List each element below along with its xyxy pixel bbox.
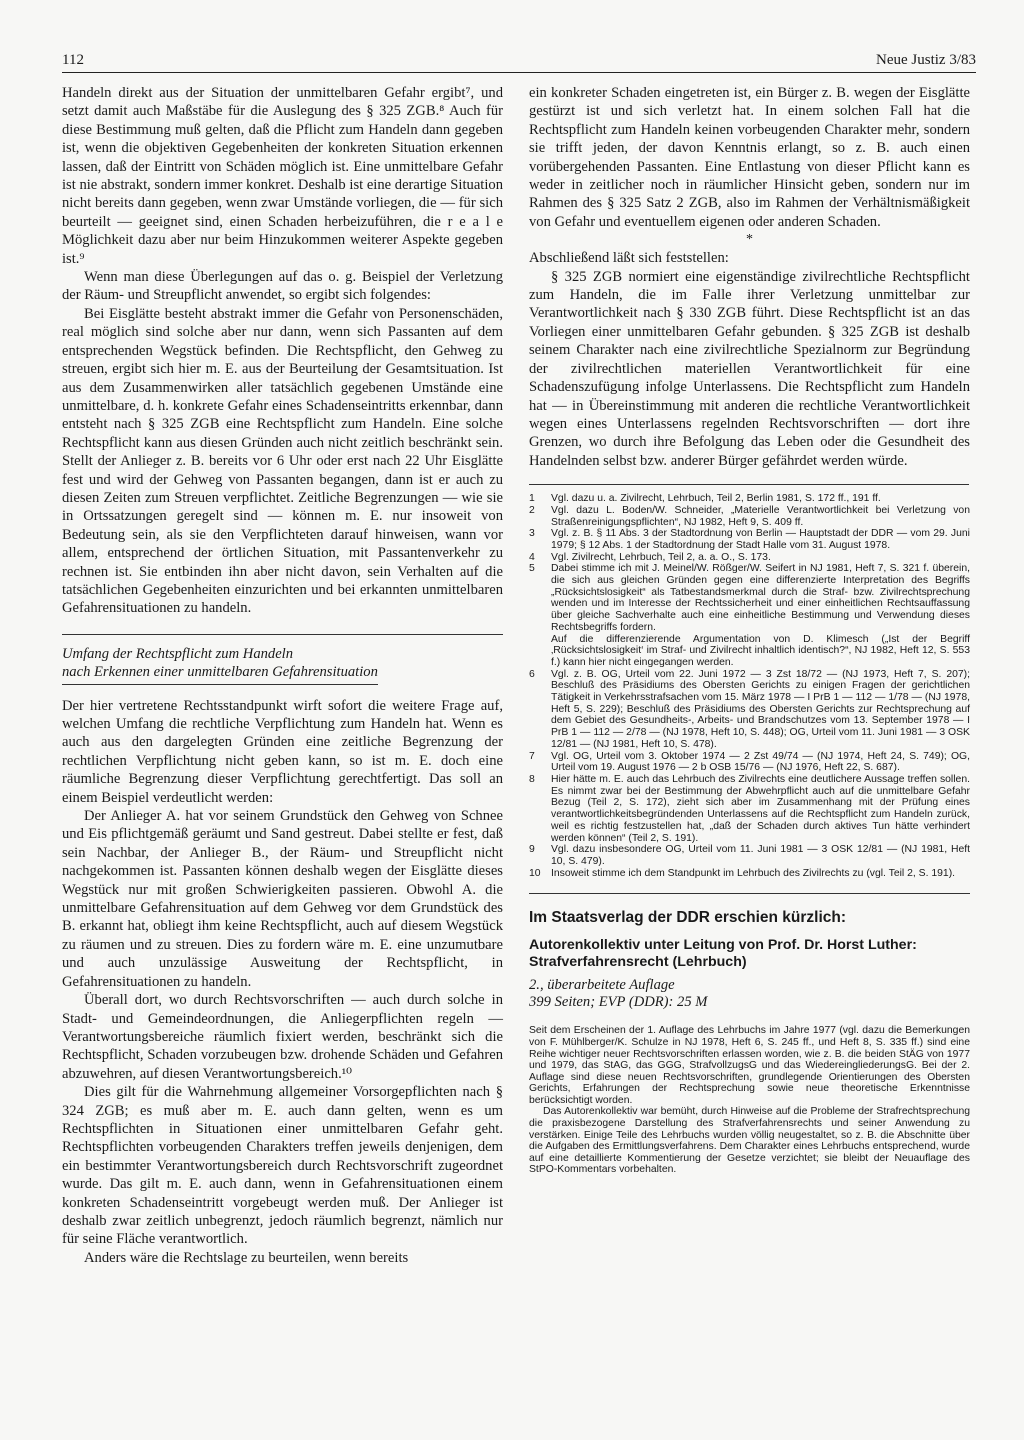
paragraph: Wenn man diese Überlegungen auf das o. g. Beispiel der Verletzung der Räum- und Streupflicht anwendet, so ergibt sich folgendes:: [62, 269, 503, 304]
footnote-number: 5: [529, 563, 535, 575]
paragraph: Anders wäre die Rechtslage zu beurteilen, wenn bereits: [84, 1249, 409, 1266]
page-number: 112: [62, 52, 84, 68]
paragraph: Überall dort, wo durch Rechtsvorschriften — auch durch solche in Stadt- und Gemeindeordnungen, die Anliegerpflichten regeln — Verantwortungsbereiche räumlich fixiert werden, beschränkt sich die Rechtspflicht, Schaden vorzubeugen bzw. drohende Schäden und Gefahren abzuwehren, auf diesen Verantwortungsbereich.¹⁰: [62, 992, 503, 1082]
footnote-text: Insoweit stimme ich dem Standpunkt im Lehrbuch des Zivilrechts zu (vgl. Teil 2, S. 191).: [551, 867, 956, 879]
footnote-number: 2: [529, 504, 535, 516]
paragraph: Der hier vertretene Rechtsstandpunkt wirft sofort die weitere Frage auf, welchen Umfang die rechtliche Verpflichtung zum Handeln hat. Wenn es auch aus den dargelegten Gründen eine zeitliche Begrenzung der rechtlichen Verpflichtung nicht geben kann, so ist m. E. doch eine räumliche Begrenzung dieser Verpflichtung gerechtfertigt. Das soll an einem Beispiel verdeutlicht werden:: [62, 697, 503, 806]
footnote: [529, 844, 970, 867]
footnote-text: Vgl. OG, Urteil vom 3. Oktober 1974 — 2 Zst 49/74 — (NJ 1974, Heft 24, S. 749); OG, Urteil vom 19. August 1976 — 2 b OSB 15/76 — (NJ 1976, Heft 22, S. 687).: [551, 750, 970, 774]
footnote: [529, 563, 970, 633]
footnote-text: Vgl. Zivilrecht, Lehrbuch, Teil 2, a. a. O., S. 173.: [551, 551, 771, 563]
footnote: [529, 868, 970, 880]
paragraph: Bei Eisglätte besteht abstrakt immer die Gefahr von Personenschäden, real möglich sind solche aber nur dann, wenn sich Passanten auf dem entsprechenden Wegstück befinden. Die Rechtspflicht, den Gehweg zu streuen, ergibt sich hier m. E. aus der Beurteilung der Gesamtsituation. Ist aus dem Zusammenwirken aller tatsächlich gegebenen Umstände eine unmittelbare, d. h. konkrete Gefahr eines Schadenseintritts erkennbar, dann entsteht nach § 325 ZGB eine Rechtspflicht zum Handeln. Eine solche Rechtspflicht kann aus diesen Gründen auch nicht zeitlich beschränkt sein. Stellt der Anlieger z. B. bereits vor 6 Uhr oder erst nach 22 Uhr Eisglätte fest und wird der Gehweg von Passanten begangen, dann ist er auch zu diesen Zeiten zum Streuen verpflichtet. Zeitliche Begrenzungen — wie sie in Ortssatzungen geregelt sind — können m. E. nur insoweit von Bedeutung sein, als sie den Verpflichteten darauf hinweisen, wann vor allem, entsprechend der örtlichen Situation, mit Passantenverkehr zu rechnen ist. Sie entbinden ihn aber nicht davon, sein Verhalten auf die tatsächlichen Gegebenheiten einzurichten und bei erkannten unmittelbaren Gefahrensituationen zu handeln.: [62, 305, 503, 617]
footnote-text: Vgl. dazu L. Boden/W. Schneider, „Materielle Verantwortlichkeit bei Verletzung von Straßenreinigungspflichten“, NJ 1982, Heft 9, S. 409 ff.: [551, 504, 970, 528]
left-column: [62, 84, 503, 1267]
footnote-continuation: Auf die differenzierende Argumentation von D. Klimesch („Ist der Begriff ‚Rücksichtslosigkeit‘ im Straf- und Zivilrecht inhaltlich identisch?“, NJ 1982, Heft 12, S. 553 f.) kann hier nicht eingegangen werden.: [551, 633, 970, 668]
footnote-number: 6: [529, 668, 535, 680]
paragraph: Handeln direkt aus der Situation der unmittelbaren Gefahr ergibt⁷, und setzt damit auch Maßstäbe für die Auslegung des § 325 ZGB.⁸ Auch für diese Bestimmung muß gelten, daß die Pflicht zum Handeln dann gegeben ist, wenn die objektiven Gegebenheiten der konkreten Situation erkennen lassen, daß der Eintritt von Schäden möglich ist. Eine unmittelbare Gefahr ist nie abstrakt, sondern immer konkret. Deshalb ist eine derartige Situation nicht bereits dann gegeben, wenn zwar Umstände vorliegen, die — für sich beurteilt — geeignet sind, einen Schaden herbeizuführen, die r e a l e Möglichkeit dazu aber nur beim Hinzukommen weiterer Aspekte gegeben ist.⁹: [62, 85, 503, 267]
advertisement-heading: Im Staatsverlag der DDR erschien kürzlich:: [529, 909, 847, 927]
footnote-divider: [529, 484, 969, 485]
footnote-text: Vgl. z. B. OG, Urteil vom 22. Juni 1972 — 3 Zst 18/72 — (NJ 1973, Heft 7, S. 207); Beschluß des Präsidiums des Obersten Gerichts zu einigen Fragen der gerichtlichen Tätigkeit in Verkehrsstrafsachen vom 15. März 1978 — I PrB 1 — 112 — 1/78 — (NJ 1978, Heft 5, S. 229); Beschluß des Präsidiums des Obersten Gerichts zur Rechtsprechung auf dem Gebiet des Gesundheits-, Arbeits- und Brandschutzes vom 13. September 1978 — I PrB 1 — 112 — 2/78 — (NJ 1978, Heft 10, S. 448); OG, Urteil vom 11. Juni 1981 — 3 OSK 12/81 — (NJ 1981, Heft 10, S. 478).: [551, 668, 970, 750]
book-description: Seit dem Erscheinen der 1. Auflage des Lehrbuchs im Jahre 1977 (vgl. dazu die Bemerkungen von F. Mühlberger/K. Schulze in NJ 1978, Heft 6, S. 245 ff., und Heft 8, S. 335 ff.) sind eine Reihe wichtiger neuer Rechtsvorschriften erlassen worden, wie z. B. die beiden StÄG von 1977 und 1979, das StAG, das GGG, StrafvollzugsG und das WiedereingliederungsG. Bei der 2. Auflage sind diese neuen Rechtsvorschriften, grundlegende Orientierungen des Obersten Gerichts, Erfahrungen der Rechtsprechung sowie neue theoretische Erkenntnisse berücksichtigt worden.: [529, 1025, 970, 1106]
footnote-number: 9: [529, 844, 535, 856]
footnote-text: Hier hätte m. E. auch das Lehrbuch des Zivilrechts eine deutlichere Aussage treffen sollen. Es nimmt zwar bei der Bestimmung der Abwehrpflicht auch auf die unmittelbare Gefahr Bezug (Teil 2, S. 172), zieht sich aber im Zusammenhang mit der Prüfung eines verantwortlichkeitsbegründenden Unterlassens auf die Rechtspflicht zum Handeln zurück, weil es richtig festzustellen hat, „daß der Schaden durch aktives Tun hätte verhindert werden können“ (Teil 2, S. 191).: [551, 774, 970, 844]
section-title: [62, 634, 503, 685]
footnote-text: Dabei stimme ich mit J. Meinel/W. Rößger/W. Seifert in NJ 1981, Heft 7, S. 321 f. überein, die sich aus gleichen Gründen gegen eine differenzierte Interpretation des Begriffs „Rücksichtslosigkeit“ als Tatbestandsmerkmal durch die Straf- bzw. Zivilrechtsprechung wenden und im Interesse der Rechtssicherheit und einer einheitlichen Rechtsauffassung über gleiche Sachverhalte auch eine einheitliche Bestimmung und Verwendung dieses Rechtsbegriffs fordern.: [551, 563, 970, 633]
footnote-text: Vgl. dazu insbesondere OG, Urteil vom 11. Juni 1981 — 3 OSK 12/81 — (NJ 1981, Heft 10, S. 479).: [551, 844, 970, 867]
footnote: [529, 528, 970, 551]
book-pages-price: 399 Seiten; EVP (DDR): 25 M: [529, 994, 708, 1011]
section-separator: *: [746, 232, 753, 248]
footnote-text: Vgl. dazu u. a. Zivilrecht, Lehrbuch, Teil 2, Berlin 1981, S. 172 ff., 191 ff.: [551, 493, 881, 505]
footnote: [529, 669, 970, 751]
footnote-number: 7: [529, 750, 535, 762]
paragraph: ein konkreter Schaden eingetreten ist, ein Bürger z. B. wegen der Eisglätte gestürzt ist und sich verletzt hat. In einem solchen Fall hat die Rechtspflicht zum Handeln keinen vorbeugenden Charakter mehr, sondern sie trifft jeden, der davon Kenntnis erlangt, so z. B. auch einen vorübergehenden Passanten. Eine Entlastung von dieser Pflicht kann es weder in zeitlicher noch in räumlicher Hinsicht geben, sondern nur im Rahmen des § 325 Satz 2 ZGB, also im Rahmen der Verhältnismäßigkeit von Gefahr und eventuellem eigenen oder anderen Schaden.: [529, 85, 970, 230]
footnote-number: 3: [529, 528, 535, 540]
paragraph: Der Anlieger A. hat vor seinem Grundstück den Gehweg von Schnee und Eis pflichtgemäß geräumt und Sand gestreut. Dabei stellte er fest, daß sein Nachbar, der Anlieger B., der Räum- und Streupflicht nicht nachgekommen ist. Passanten können deshalb wegen der Eisglätte dieses Wegstück nur mit großen Schwierigkeiten passieren. Obwohl A. die unmittelbare Gefahrensituation auf dem Gehweg vor dem Grundstück des B. erkannt hat, obliegt ihm keine Rechtspflicht, auch auf diesem Wegstück zu räumen und zu streuen. Dies zu fordern wäre m. E. eine unzumutbare und auch unzulässige Ausweitung der Rechtspflicht, in Gefahrensituationen zu handeln.: [62, 808, 503, 990]
right-column: [529, 84, 970, 1176]
paragraph: § 325 ZGB normiert eine eigenständige zivilrechtliche Rechtspflicht zum Handeln, die im Falle ihrer Verletzung unmittelbar zur Verantwortlichkeit nach § 330 ZGB führt. Diese Rechtspflicht ist an das Vorliegen einer unmittelbaren Gefahr gebunden. § 325 ZGB ist deshalb seinem Charakter nach eine zivilrechtliche Spezialnorm zur Begründung der zivilrechtlichen materiellen Verantwortlichkeit für eine Schadenszufügung infolge Unterlassens. Die Rechtspflicht zum Handeln hat — in Übereinstimmung mit anderen die rechtliche Verantwortlichkeit wegen eines Unterlassens regelnden Rechtsvorschriften — dort ihre Grenzen, wo durch ihre Befolgung das Leben oder die Gesundheit des Handelnden selbst bzw. anderer Bürger gefährdet werden würde.: [529, 268, 970, 469]
section-title-line-1: Umfang der Rechtspflicht zum Handeln: [62, 645, 294, 662]
footnote: [529, 493, 970, 505]
footnote-text: Vgl. z. B. § 11 Abs. 3 der Stadtordnung von Berlin — Hauptstadt der DDR — vom 29. Juni 1979; § 12 Abs. 1 der Stadtordnung der Stadt Halle vom 31. August 1978.: [551, 528, 970, 551]
paragraph: Dies gilt für die Wahrnehmung allgemeiner Vorsorgepflichten nach § 324 ZGB; es muß aber m. E. auch dann gelten, wenn es um Rechtspflichten in Situationen einer unmittelbaren Gefahr geht. Rechtspflichten vorbeugenden Charakters treffen jeweils denjenigen, dem ein bestimmter Verantwortungsbereich durch Rechtsvorschrift zugeordnet wurde. Das gilt m. E. auch dann, wenn in Gefahrensituationen einem konkreten Schadenseintritt vorgebeugt werden muß. Der Anlieger ist deshalb zwar zeitlich unbegrenzt, jedoch räumlich begrenzt, nämlich nur für seine Fläche verantwortlich.: [62, 1084, 503, 1248]
journal-issue: Neue Justiz 3/83: [876, 52, 976, 68]
book-title: Autorenkollektiv unter Leitung von Prof. Dr. Horst Luther: Strafverfahrensrecht (Lehrbuch): [529, 937, 917, 971]
conclusion-heading: Abschließend läßt sich feststellen:: [529, 250, 729, 267]
footnote-number: 8: [529, 774, 535, 785]
book-advertisement: [529, 908, 970, 1176]
page-header: [62, 50, 976, 73]
advertisement-divider: [529, 893, 970, 894]
footnote-number: 1: [529, 493, 535, 505]
footnote: [529, 552, 970, 564]
book-description: Das Autorenkollektiv war bemüht, durch Hinweise auf die Probleme der Strafrechtsprechung die praxisbezogene Darstellung des Strafverfahrensrechts und seiner Anwendung zu verstärken. Einige Teile des Lehrbuchs wurden völlig neugestaltet, so z. B. die Abschnitte über die Aufgaben des Ermittlungsverfahrens. Dem Charakter eines Lehrbuchs entsprechend, wurde auf eine detaillierte Kommentierung der Gesetze verzichtet; sie bleibt der Neuauflage des StPO-Kommentars vorbehalten.: [529, 1106, 970, 1176]
footnote: [529, 774, 970, 844]
book-edition: 2., überarbeitete Auflage: [529, 977, 675, 994]
footnote: [529, 751, 970, 774]
footnote-number: 4: [529, 551, 535, 563]
footnote-number: 10: [529, 867, 541, 879]
section-title-line-2: nach Erkennen einer unmittelbaren Gefahrensituation: [62, 663, 378, 684]
footnote: [529, 505, 970, 528]
